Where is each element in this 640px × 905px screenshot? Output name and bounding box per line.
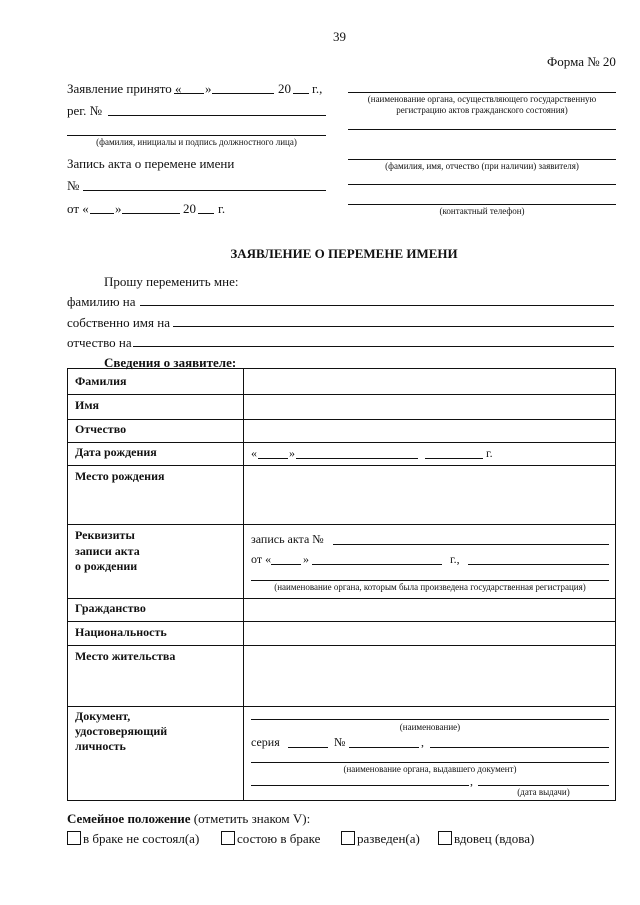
marital-note: (отметить знаком V):: [193, 811, 311, 826]
reg-no-label: рег. №: [67, 103, 103, 118]
marital-heading: [67, 811, 310, 826]
doc-name-caption: (наименование): [399, 722, 461, 732]
page-number: 39: [333, 29, 346, 44]
row-label-birth-record-1: Реквизиты: [75, 528, 135, 542]
row-label-patronymic: Отчество: [75, 422, 127, 436]
phone-caption: (контактный телефон): [439, 206, 525, 216]
table-row-divider: [67, 645, 616, 646]
row-label-id-doc-3: личность: [75, 739, 126, 753]
row-label-name: Имя: [75, 398, 99, 412]
applicant-caption: (фамилия, имя, отчество (при наличии) заявителя): [385, 161, 579, 171]
accepted-year-field[interactable]: [293, 93, 309, 94]
from-year: 20: [183, 201, 196, 216]
row-label-birth-record-3: о рождении: [75, 559, 138, 573]
applicant-section-title: Сведения о заявителе:: [104, 355, 237, 370]
table-row-divider: [67, 394, 616, 395]
birth-record-from-open: от «: [251, 552, 272, 566]
birth-month-field[interactable]: [296, 458, 418, 459]
table-row-divider: [67, 524, 616, 525]
issue-date-comma: ,: [470, 774, 473, 788]
doc-name-field[interactable]: [251, 719, 609, 720]
from-month-field[interactable]: [122, 213, 180, 214]
table-row-divider: [67, 465, 616, 466]
birth-day-field[interactable]: [258, 458, 288, 459]
doc-extra-field[interactable]: [430, 747, 609, 748]
accepted-suffix: г.,: [312, 81, 323, 96]
option-married-label: состою в браке: [237, 831, 321, 846]
row-label-birth-date: Дата рождения: [75, 445, 157, 459]
accepted-day-field[interactable]: [174, 93, 204, 94]
accepted-month-field[interactable]: [212, 93, 274, 94]
accepted-year: 20: [278, 81, 291, 96]
birth-record-month-field[interactable]: [312, 564, 442, 565]
surname-request-label: фамилию на: [67, 294, 136, 309]
table-row-divider: [67, 706, 616, 707]
birth-authority-caption: (наименование органа, которым была произведена государственная регистрация): [274, 582, 586, 592]
issuer-field[interactable]: [251, 762, 609, 763]
authority-field[interactable]: [348, 92, 616, 93]
marital-title: Семейное положение: [67, 811, 191, 826]
birth-record-extra-field[interactable]: [468, 564, 609, 565]
accepted-prefix: Заявление принято «: [67, 81, 182, 96]
from-mid: »: [115, 201, 122, 216]
from-prefix: от «: [67, 201, 89, 216]
marital-option[interactable]: [438, 831, 534, 846]
birth-record-from-suffix: г.,: [450, 552, 460, 566]
marital-option[interactable]: [67, 831, 199, 846]
table-row-divider: [67, 621, 616, 622]
row-label-nationality: Национальность: [75, 625, 167, 639]
table-row-divider: [67, 598, 616, 599]
new-patronymic-field[interactable]: [133, 346, 614, 347]
row-label-id-doc-2: удостоверяющий: [75, 724, 168, 738]
checkbox-widowed[interactable]: [438, 831, 452, 845]
official-caption: (фамилия, инициалы и подпись должностного лица): [96, 137, 297, 147]
series-field[interactable]: [288, 747, 328, 748]
birth-year-field[interactable]: [425, 458, 483, 459]
row-label-birth-record-2: записи акта: [75, 544, 140, 558]
row-label-birth-place: Место рождения: [75, 469, 165, 483]
birth-date-suffix: г.: [486, 446, 493, 460]
act-number-sign: №: [67, 178, 80, 193]
table-row-divider: [67, 419, 616, 420]
checkbox-never-married[interactable]: [67, 831, 81, 845]
issue-date-caption: (дата выдачи): [517, 787, 570, 797]
new-surname-field[interactable]: [140, 305, 614, 306]
doc-number-field[interactable]: [349, 747, 419, 748]
accepted-mid: »: [205, 81, 212, 96]
new-name-field[interactable]: [173, 326, 614, 327]
issuer-field-2[interactable]: [251, 785, 469, 786]
birth-date-open: «: [251, 446, 257, 460]
document-title: ЗАЯВЛЕНИЕ О ПЕРЕМЕНЕ ИМЕНИ: [230, 246, 458, 261]
option-widowed-label: вдовец (вдова): [454, 831, 535, 846]
row-label-surname: Фамилия: [75, 374, 127, 388]
birth-act-number-field[interactable]: [333, 544, 609, 545]
from-year-field[interactable]: [198, 213, 214, 214]
name-request-label: собственно имя на: [67, 315, 170, 330]
applicant-name-field[interactable]: [348, 159, 616, 160]
issuer-caption: (наименование органа, выдавшего документ): [343, 764, 517, 774]
request-intro: Прошу переменить мне:: [104, 274, 239, 289]
act-number-field[interactable]: [83, 190, 326, 191]
form-number: Форма № 20: [547, 54, 616, 69]
from-day-field[interactable]: [90, 213, 114, 214]
authority-caption-line2: регистрацию актов гражданского состояния): [396, 105, 568, 115]
row-label-citizenship: Гражданство: [75, 601, 146, 615]
checkbox-married[interactable]: [221, 831, 235, 845]
marital-option[interactable]: [221, 831, 320, 846]
option-never-married-label: в браке не состоял(а): [83, 831, 200, 846]
act-record-no-label: запись акта №: [251, 532, 324, 546]
birth-date-close: »: [289, 446, 295, 460]
from-suffix: г.: [218, 201, 226, 216]
option-divorced-label: разведен(а): [357, 831, 420, 846]
phone-field[interactable]: [348, 204, 616, 205]
accepted-line: [67, 81, 182, 96]
doc-comma: ,: [421, 735, 424, 749]
marital-option[interactable]: [341, 831, 420, 846]
birth-record-from-close: »: [303, 552, 309, 566]
authority-field-2[interactable]: [348, 129, 616, 130]
act-record-title: Запись акта о перемене имени: [67, 156, 235, 171]
doc-number-sign: №: [334, 735, 346, 749]
checkbox-divorced[interactable]: [341, 831, 355, 845]
patronymic-request-label: отчество на: [67, 335, 132, 350]
series-label: серия: [251, 735, 280, 749]
birth-authority-field[interactable]: [251, 580, 609, 581]
issue-date-field[interactable]: [478, 785, 609, 786]
reg-no-field[interactable]: [108, 115, 326, 116]
birth-record-day-field[interactable]: [271, 564, 301, 565]
authority-caption-line1: (наименование органа, осуществляющего государственную: [367, 94, 597, 104]
row-label-residence: Место жительства: [75, 649, 176, 663]
table-row-divider: [67, 442, 616, 443]
official-signature-field[interactable]: [67, 135, 326, 136]
applicant-name-field-2[interactable]: [348, 184, 616, 185]
row-label-id-doc-1: Документ,: [75, 709, 131, 723]
table-column-divider: [243, 368, 244, 801]
